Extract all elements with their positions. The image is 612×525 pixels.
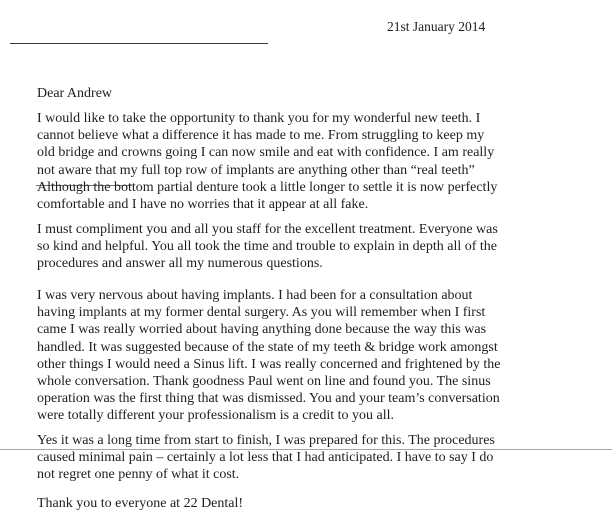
paragraph-line: old bridge and crowns going I can now smile and eat with confidence. I am really xyxy=(37,145,495,161)
salutation: Dear Andrew xyxy=(37,86,113,101)
letter-paragraph xyxy=(37,287,597,425)
paragraph-line: having implants at my former dental surgery. As you will remember when I first xyxy=(37,305,486,321)
paragraph-line: cannot believe what a difference it has made to me. From struggling to keep my xyxy=(37,128,485,144)
paragraph-line: so kind and helpful. You all took the time and trouble to explain in depth all of the xyxy=(37,239,497,255)
paragraph-line: I must compliment you and all you staff for the excellent treatment. Everyone was xyxy=(37,222,498,237)
paragraph-line: I was very nervous about having implants. I had been for a consultation about xyxy=(37,288,473,303)
paragraph-line: came I was really worried about having anything done because the way this was xyxy=(37,322,487,338)
paragraph-line: other things I would need a Sinus lift. I was really concerned and frightened by the xyxy=(37,356,501,372)
paragraph-line: not regret one penny of what it cost. xyxy=(37,467,240,483)
paragraph-line: caused minimal pain – certainly a lot less that I had anticipated. I have to say I do xyxy=(37,450,494,466)
paragraph-line: were totally different your professionalism is a credit to you all. xyxy=(37,408,395,424)
scan-artifact-line xyxy=(10,43,268,44)
paragraph-line: I would like to take the opportunity to thank you for my wonderful new teeth. I xyxy=(37,111,481,126)
paragraph-line: comfortable and I have no worries that it appear at all fake. xyxy=(37,197,369,213)
letter-paragraph xyxy=(37,432,597,484)
paragraph-line: handled. It was suggested because of the state of my teeth & bridge work amongst xyxy=(37,339,498,355)
paragraph-line: Although the bottom partial denture took a little longer to settle it is now perfectly xyxy=(37,179,498,195)
letter-signoff: Thank you to everyone at 22 Dental! xyxy=(37,496,244,511)
letter-date: 21st January 2014 xyxy=(387,19,486,34)
paragraph-line: procedures and answer all my numerous questions. xyxy=(37,256,323,272)
paragraph-line: operation was the first thing that was dismissed. You and your team’s conversation xyxy=(37,391,500,407)
paragraph-line: not aware that my full top row of implants are anything other than “real teeth” xyxy=(37,162,475,178)
paragraph-line: whole conversation. Thank goodness Paul went on line and found you. The sinus xyxy=(37,374,491,390)
letter-paragraph xyxy=(37,110,597,213)
letter-paragraph xyxy=(37,221,597,273)
paragraph-line: Yes it was a long time from start to finish, I was prepared for this. The procedures xyxy=(37,433,495,448)
